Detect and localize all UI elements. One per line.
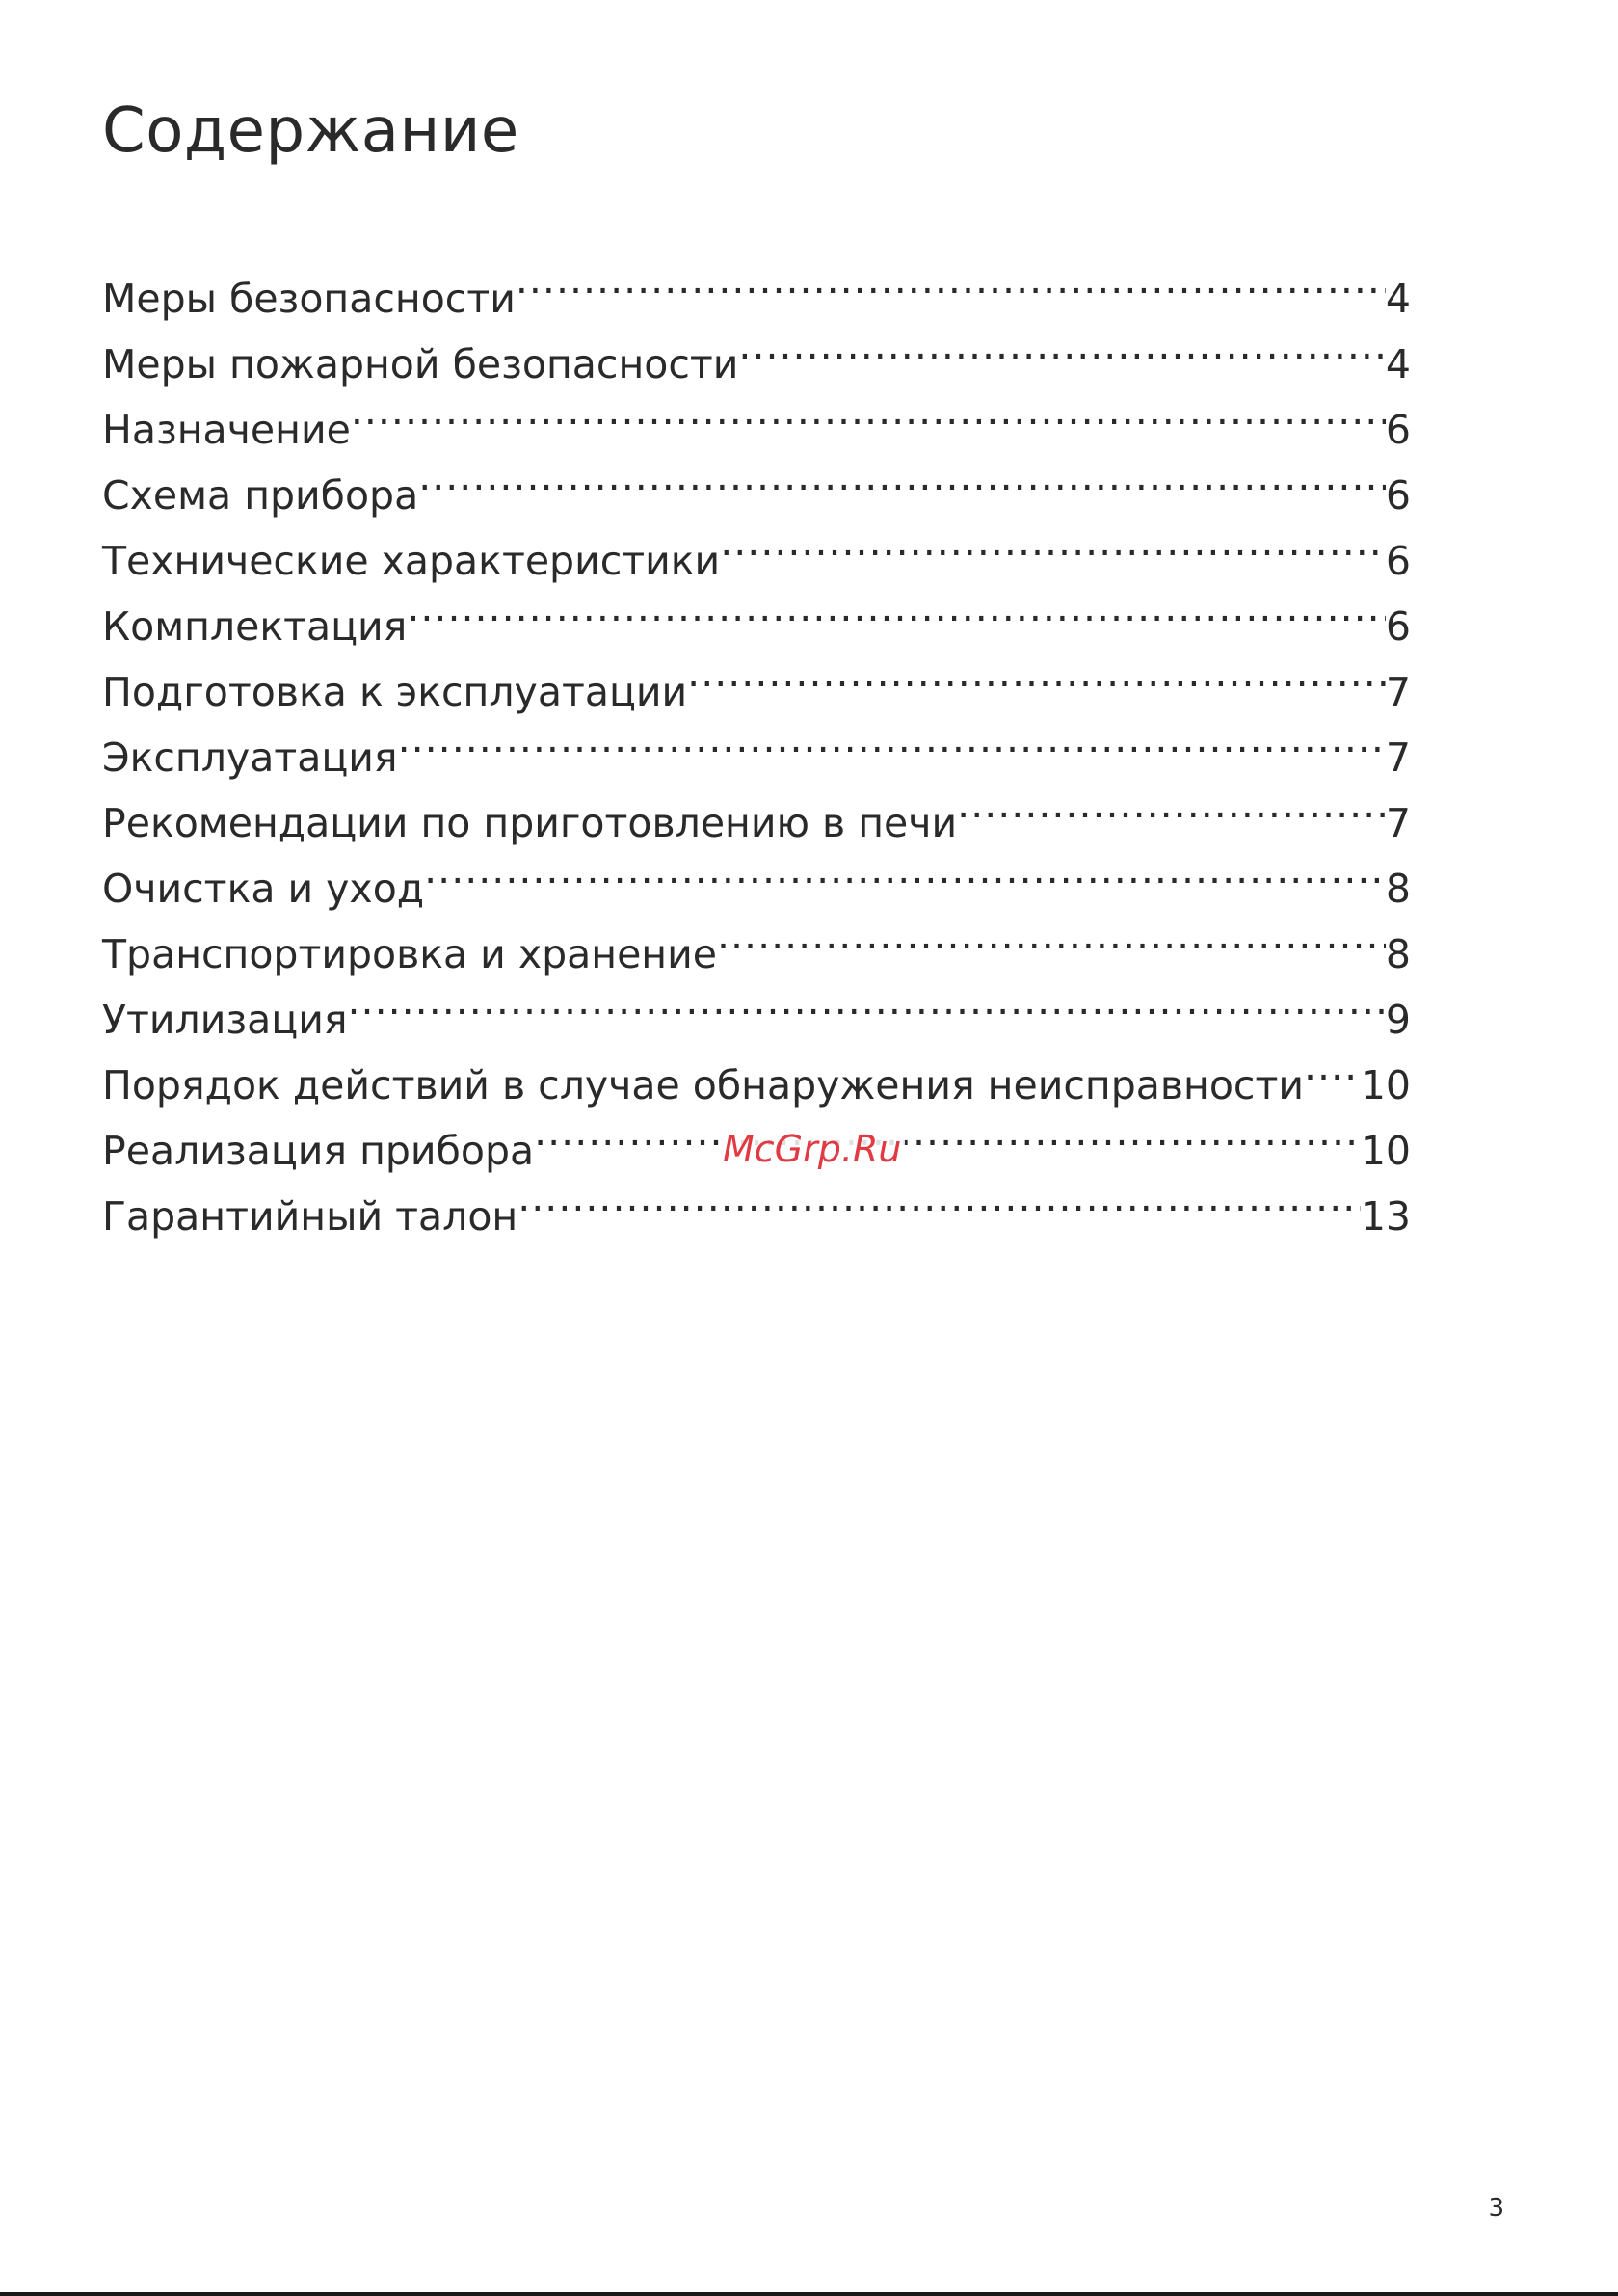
toc-entry-page: 6 <box>1385 407 1411 453</box>
toc-dot-leader <box>516 247 1386 312</box>
toc-entry-page: 8 <box>1385 866 1411 912</box>
page-title: Содержание <box>102 95 519 167</box>
toc-entry-page: 9 <box>1385 997 1411 1043</box>
toc-entry-label: Меры пожарной безопасности <box>102 341 739 387</box>
toc-entry-page: 6 <box>1385 538 1411 584</box>
toc-entry-label: Утилизация <box>102 997 348 1043</box>
table-of-contents <box>102 247 1411 1240</box>
toc-dot-leader <box>407 574 1386 640</box>
bottom-rule <box>0 2292 1618 2296</box>
toc-entry-page: 7 <box>1385 734 1411 781</box>
toc-entry-page: 8 <box>1385 931 1411 977</box>
watermark: McGrp.Ru <box>719 1126 905 1172</box>
toc-dot-leader <box>517 1164 1361 1230</box>
toc-entry-page: 7 <box>1385 669 1411 715</box>
toc-dot-leader <box>534 1099 1361 1164</box>
toc-entry-page: 6 <box>1385 472 1411 519</box>
toc-dot-leader <box>398 706 1386 771</box>
toc-entry-label: Очистка и уход <box>102 866 425 912</box>
toc-dot-leader <box>1304 1033 1361 1099</box>
toc-dot-leader <box>738 312 1386 378</box>
toc-entry-label: Технические характеристики <box>102 538 721 584</box>
toc-entry-label: Меры безопасности <box>102 276 516 322</box>
toc-entry-label: Гарантийный талон <box>102 1193 518 1240</box>
toc-entry-label: Реализация прибора <box>102 1128 535 1174</box>
toc-entry-label: Порядок действий в случае обнаружения неисправности <box>102 1062 1304 1108</box>
toc-dot-leader <box>720 509 1386 574</box>
toc-dot-leader <box>957 771 1386 837</box>
toc-dot-leader <box>351 378 1386 443</box>
toc-entry-page: 7 <box>1385 800 1411 846</box>
toc-dot-leader <box>418 443 1386 509</box>
toc-entry-label: Подготовка к эксплуатации <box>102 669 688 715</box>
toc-dot-leader <box>717 902 1386 968</box>
toc-entry[interactable] <box>102 247 1411 322</box>
toc-entry-label: Транспортировка и хранение <box>102 931 717 977</box>
toc-dot-leader <box>424 837 1386 902</box>
toc-entry-page: 13 <box>1360 1193 1411 1240</box>
toc-entry-page: 6 <box>1385 603 1411 650</box>
toc-entry-page: 10 <box>1360 1062 1411 1108</box>
toc-entry-page: 4 <box>1385 276 1411 322</box>
toc-entry-label: Эксплуатация <box>102 734 398 781</box>
toc-dot-leader <box>348 968 1386 1033</box>
toc-entry-page: 4 <box>1385 341 1411 387</box>
page-number: 3 <box>1488 2194 1504 2223</box>
toc-entry-label: Схема прибора <box>102 472 419 519</box>
toc-entry-label: Назначение <box>102 407 351 453</box>
toc-entry-label: Комплектация <box>102 603 408 650</box>
toc-entry-label: Рекомендации по приготовлению в печи <box>102 800 958 846</box>
toc-dot-leader <box>687 640 1386 706</box>
toc-entry-page: 10 <box>1360 1128 1411 1174</box>
